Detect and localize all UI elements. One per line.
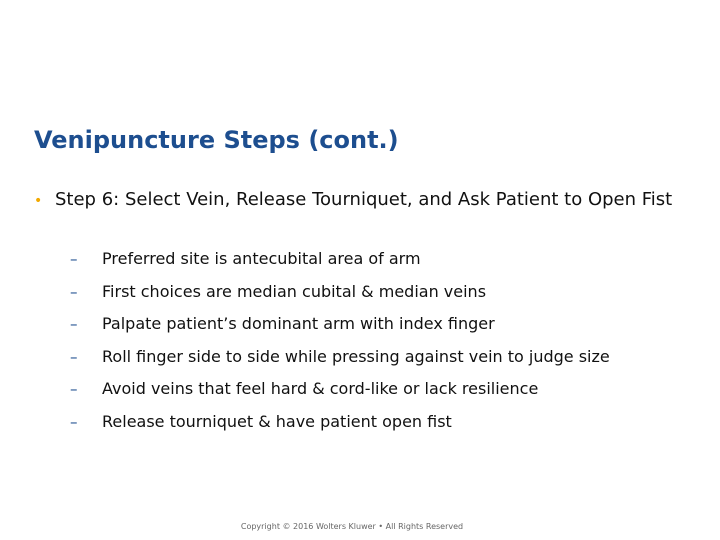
dash-marker: –	[70, 282, 78, 301]
dash-marker: –	[70, 347, 78, 366]
sub-bullet	[70, 411, 710, 444]
dash-marker: –	[70, 315, 78, 333]
slide-title: Venipuncture Steps (cont.)	[34, 126, 399, 154]
sub-bullet-text: Preferred site is antecubital area of arm	[102, 249, 421, 268]
sub-bullet	[70, 248, 710, 281]
bullet-marker: •	[34, 193, 43, 209]
sub-bullet-text: Release tourniquet & have patient open fist	[102, 411, 452, 431]
sub-bullet-text: Roll finger side to side while pressing against vein to judge size	[102, 346, 610, 366]
dash-marker: –	[70, 250, 78, 268]
sub-bullet	[70, 378, 710, 411]
main-bullet	[34, 189, 704, 211]
sub-bullet	[70, 313, 710, 346]
main-bullet-text: Step 6: Select Vein, Release Tourniquet, and Ask Patient to Open Fist	[55, 189, 673, 210]
dash-marker: –	[70, 412, 78, 431]
sub-bullet-list	[70, 248, 710, 443]
copyright-footer: Copyright © 2016 Wolters Kluwer • All Rights Reserved	[240, 522, 464, 531]
sub-bullet	[70, 281, 710, 314]
dash-marker: –	[70, 380, 78, 398]
sub-bullet-text: Avoid veins that feel hard & cord-like or lack resilience	[102, 379, 539, 398]
sub-bullet	[70, 346, 710, 379]
sub-bullet-text: Palpate patient’s dominant arm with index finger	[102, 314, 495, 333]
sub-bullet-text: First choices are median cubital & median veins	[102, 281, 487, 301]
